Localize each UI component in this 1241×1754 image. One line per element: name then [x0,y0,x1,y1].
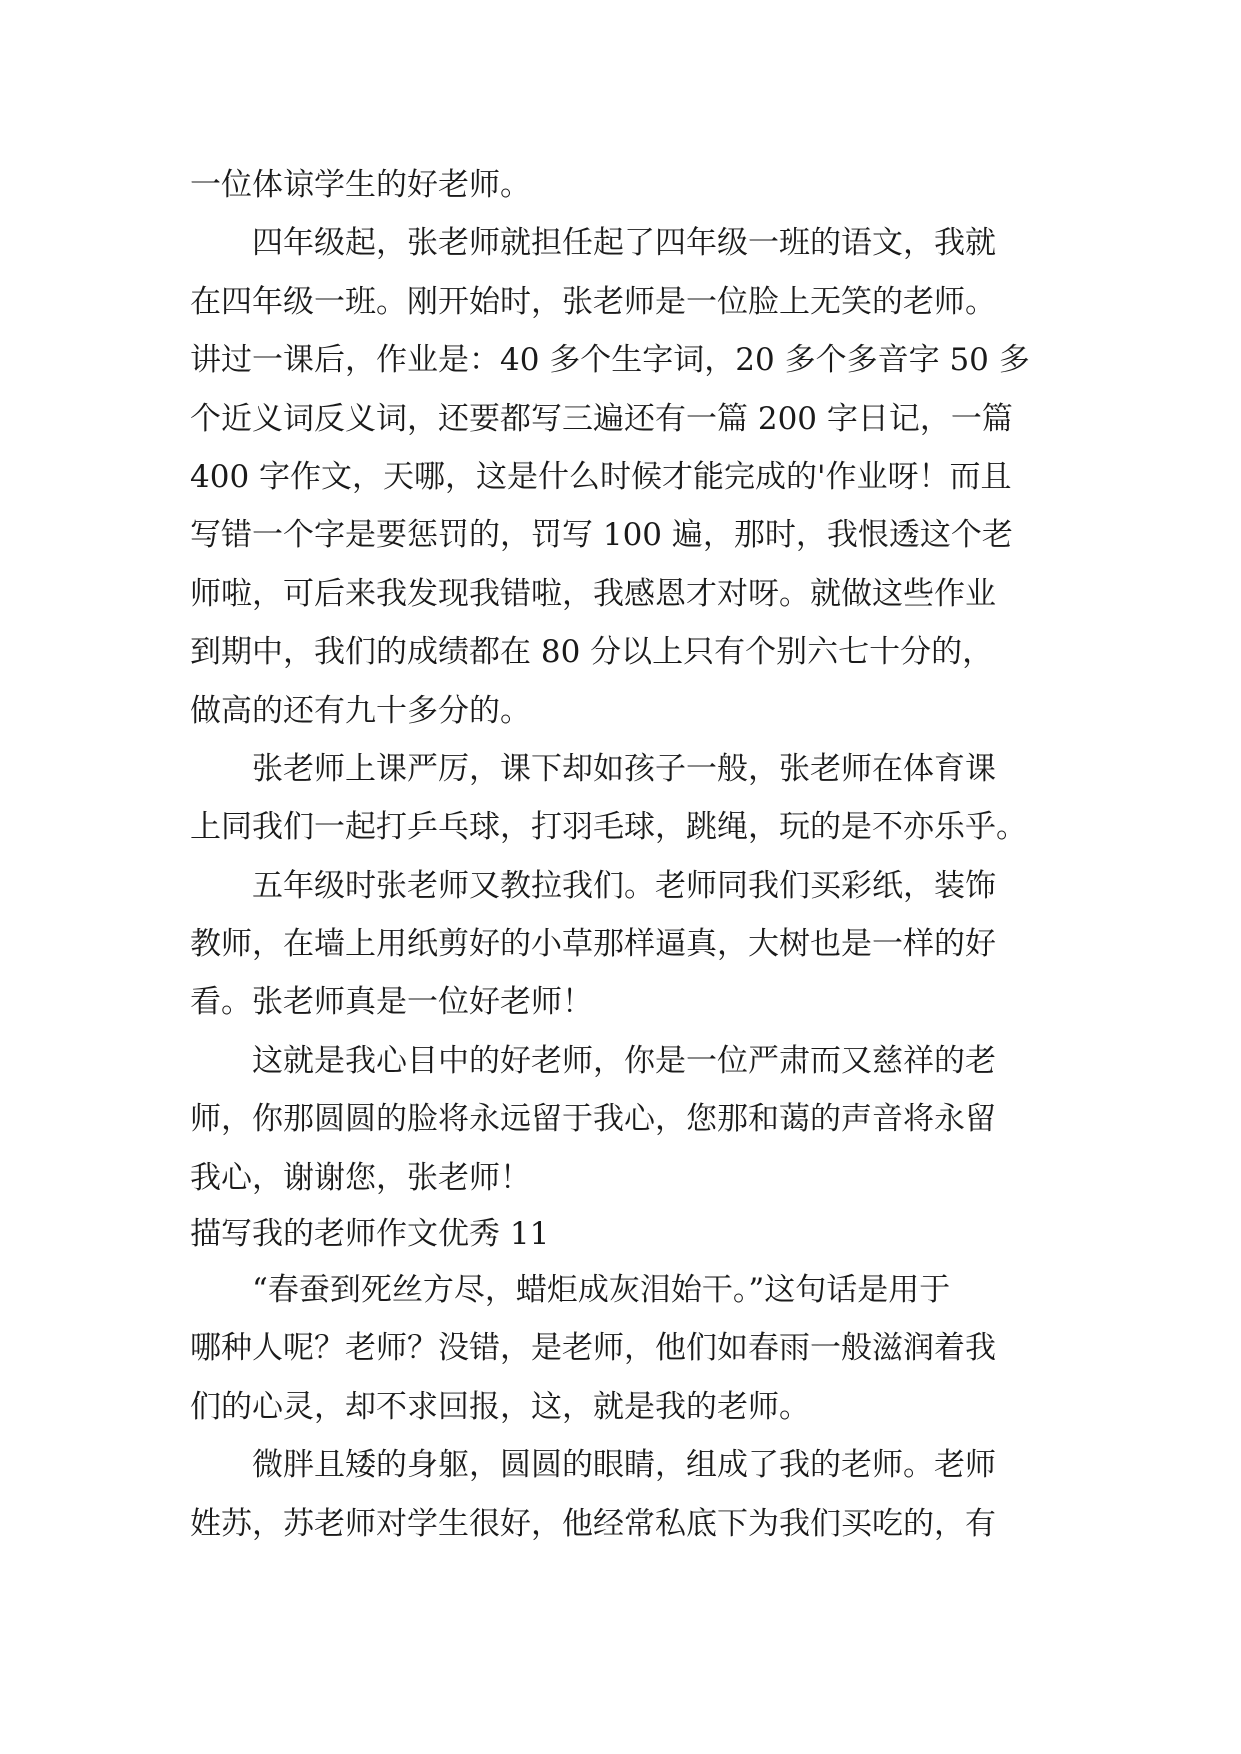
text-line: 到期中，我们的成绩都在 80 分以上只有个别六七十分的， [190,634,994,671]
text-line: 这就是我心目中的好老师，你是一位严肃而又慈祥的老 [252,1042,996,1079]
text-line: 微胖且矮的身躯，圆圆的眼睛，组成了我的老师。老师 [252,1447,996,1484]
text-line: 讲过一课后，作业是：40 多个生字词，20 多个多音字 50 多 [190,342,1030,379]
section-heading: 描写我的老师作文优秀 11 [190,1216,550,1253]
text-line: 做高的还有九十多分的。 [190,692,531,729]
text-line: 看。张老师真是一位好老师！ [190,984,593,1021]
text-line: 五年级时张老师又教拉我们。老师同我们买彩纸，装饰 [252,867,996,904]
text-line: 师啦，可后来我发现我错啦，我感恩才对呀。就做这些作业 [190,575,996,612]
text-line: 哪种人呢？老师？没错，是老师，他们如春雨一般滋润着我 [190,1330,996,1367]
text-line: 我心，谢谢您，张老师！ [190,1159,531,1196]
text-line: 在四年级一班。刚开始时，张老师是一位脸上无笑的老师。 [190,283,996,320]
text-line: 写错一个字是要惩罚的，罚写 100 遍，那时，我恨透这个老 [190,517,1013,554]
text-line: 四年级起，张老师就担任起了四年级一班的语文，我就 [252,225,996,262]
text-line: 上同我们一起打乒乓球，打羽毛球，跳绳，玩的是不亦乐乎。 [190,809,1027,846]
text-line: 姓苏，苏老师对学生很好，他经常私底下为我们买吃的，有 [190,1505,996,1542]
essay-text [190,156,1090,1553]
text-line: 一位体谅学生的好老师。 [190,167,531,203]
text-line: “春蚕到死丝方尽，蜡炬成灰泪始干。”这句话是用于 [252,1272,951,1309]
text-line: 们的心灵，却不求回报，这，就是我的老师。 [190,1388,810,1425]
text-line: 张老师上课严厉，课下却如孩子一般，张老师在体育课 [252,750,996,787]
text-line: 400 字作文，天哪，这是什么时候才能完成的'作业呀！而且 [190,458,1012,495]
text-line: 个近义词反义词，还要都写三遍还有一篇 200 字日记，一篇 [190,400,1013,437]
text-line: 教师，在墙上用纸剪好的小草那样逼真，大树也是一样的好 [190,926,996,963]
text-line: 师，你那圆圆的脸将永远留于我心，您那和蔼的声音将永留 [190,1101,996,1138]
